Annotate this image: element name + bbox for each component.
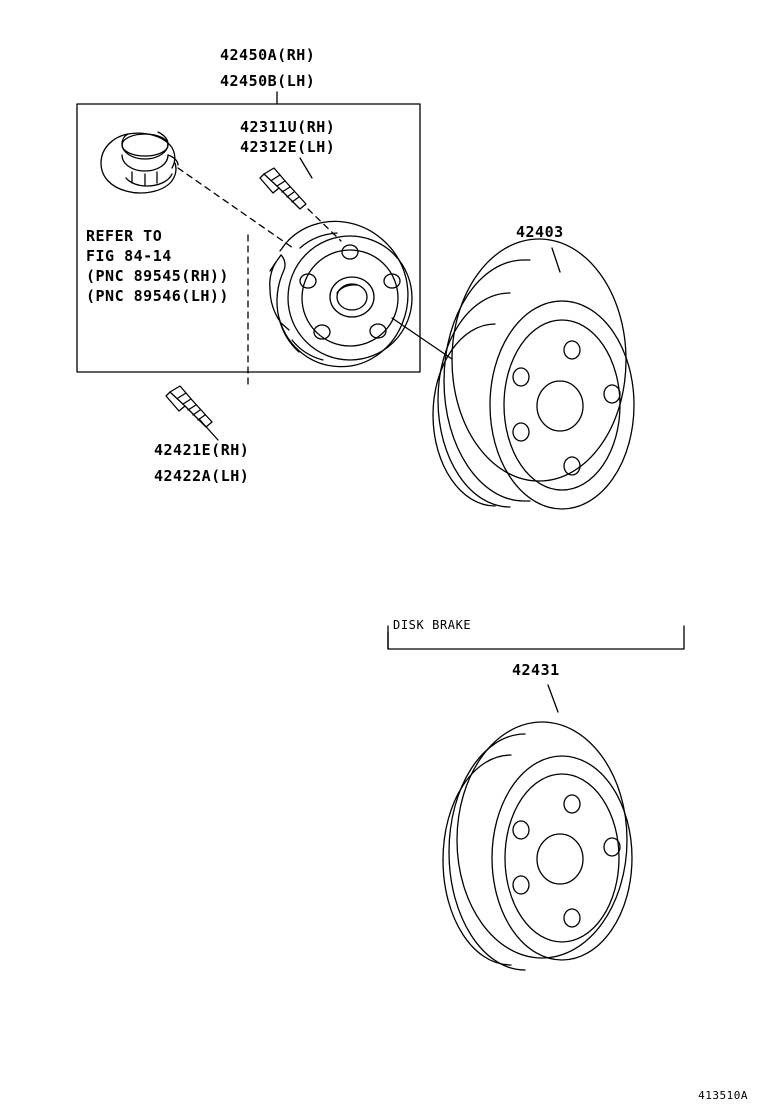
leader-hub-to-drum: [392, 318, 452, 359]
figure-code: 413510A: [698, 1089, 748, 1102]
abs-sensor-ring: [101, 132, 178, 193]
refer-note-line3: (PNC 89545(RH)): [86, 267, 229, 285]
refer-note-line4: (PNC 89546(LH)): [86, 287, 229, 305]
dashed-leader-sensor: [178, 168, 293, 248]
label-42422a-lh: 42422A(LH): [154, 467, 250, 485]
leader-42403: [552, 248, 560, 272]
leader-42421: [200, 420, 218, 440]
label-42421e-rh: 42421E(RH): [154, 441, 250, 459]
label-42431: 42431: [512, 661, 560, 679]
bolt-lower: [166, 386, 212, 427]
brake-disc: [443, 722, 632, 970]
label-42403: 42403: [516, 223, 564, 241]
brake-drum: [433, 239, 634, 509]
bolt-upper: [260, 168, 306, 209]
label-42311u-rh: 42311U(RH): [240, 118, 336, 136]
refer-note-line2: FIG 84-14: [86, 247, 172, 265]
label-42312e-lh: 42312E(LH): [240, 138, 336, 156]
leader-42311: [300, 158, 312, 178]
refer-note-line1: REFER TO: [86, 227, 163, 245]
leader-42431: [548, 685, 558, 712]
label-42450b-lh: 42450B(LH): [220, 72, 316, 90]
section-label-disk-brake: DISK BRAKE: [390, 618, 474, 632]
label-42450a-rh: 42450A(RH): [220, 46, 316, 64]
hub-bearing-assembly: [270, 221, 412, 366]
